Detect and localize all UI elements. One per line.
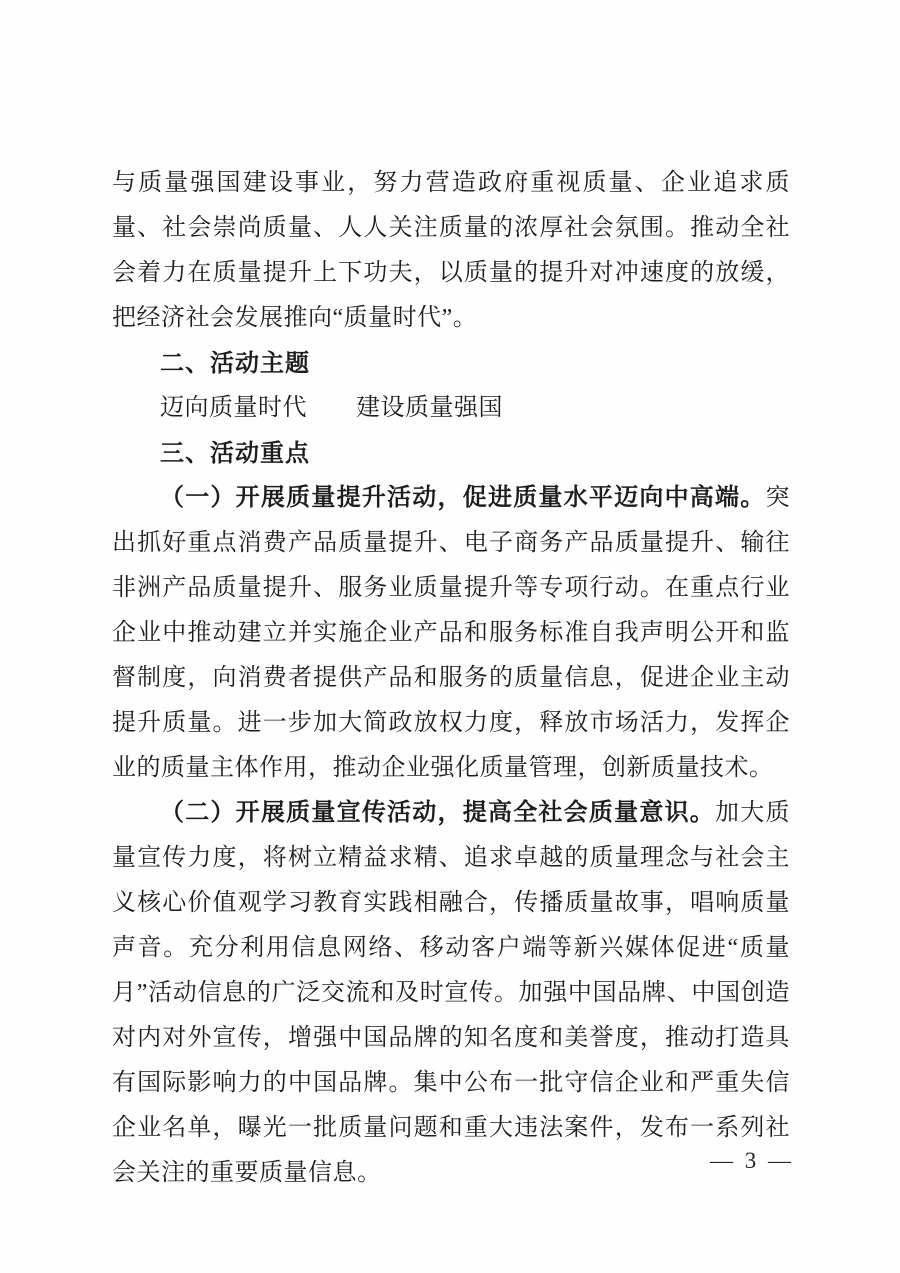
item-2-body: 加大质量宣传力度，将树立精益求精、追求卓越的质量理念与社会主义核心价值观学习教育实践相融合，传播质量故事，唱响质量声音。充分利用信息网络、移动客户端等新兴媒体促进“质量月”活动信息的广泛交流和及时宣传。加强中国品牌、中国创造对内对外宣传，增强中国品牌的知名度和美誉度，推动打造具有国际影响力的中国品牌。集中公布一批守信企业和严重失信企业名单，曝光一批质量问题和重大违法案件，发布一系列社会关注的重要质量信息。: [112, 800, 791, 1186]
section-heading-activity-theme: 二、活动主题: [160, 350, 310, 377]
activity-theme-text: 迈向质量时代 建设质量强国: [160, 395, 503, 421]
paragraph-item-1: [112, 476, 790, 791]
item-2-lead: （二）开展质量宣传活动，提高全社会质量意识。: [160, 800, 716, 826]
page-number: — 3 —: [710, 1148, 794, 1173]
paragraph-item-2: [112, 791, 790, 1196]
paragraph-continuation: 与质量强国建设事业，努力营造政府重视质量、企业追求质量、社会崇尚质量、人人关注质量的浓厚社会氛围。推动全社会着力在质量提升上下功夫，以质量的提升对冲速度的放缓，把经济社会发展推向“质量时代”。: [112, 170, 790, 331]
section-heading-activity-focus: 三、活动重点: [160, 440, 310, 467]
item-1-body: 突出抓好重点消费产品质量提升、电子商务产品质量提升、输往非洲产品质量提升、服务业质量提升等专项行动。在重点行业企业中推动建立并实施企业产品和服务标准自我声明公开和监督制度，向消费者提供产品和服务的质量信息，促进企业主动提升质量。进一步加大简政放权力度，释放市场活力，发挥企业的质量主体作用，推动企业强化质量管理，创新质量技术。: [112, 485, 790, 781]
item-1-lead: （一）开展质量提升活动，促进质量水平迈向中高端。: [160, 485, 766, 511]
document-content: [112, 161, 790, 1196]
